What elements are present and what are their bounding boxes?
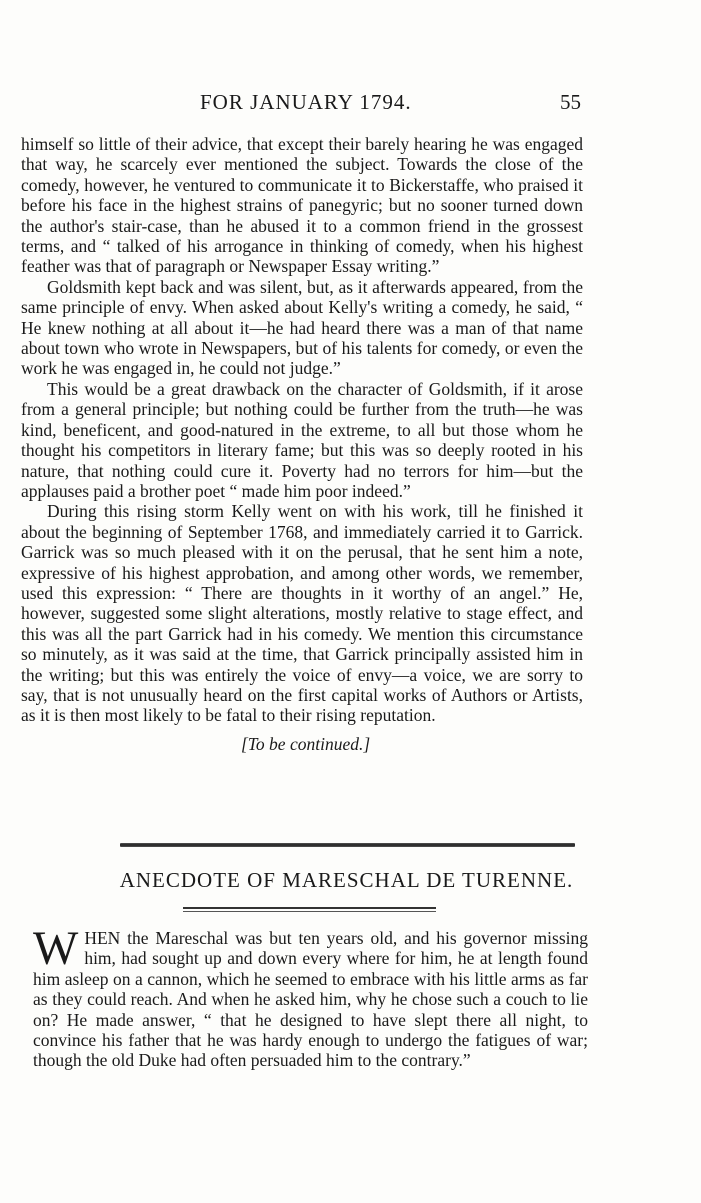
anecdote-body [33,922,588,1071]
section-divider-rule [120,843,575,847]
article-paragraph-3: This would be a great drawback on the character of Goldsmith, if it arose from a general principle; but nothing could be further from the truth—he was kind, beneficent, and good-natured in the extreme, to all but those whom he thought his competitors in literary fame; but this was so deeply rooted in his nature, that nothing could cure it. Poverty had no terrors for him—but the applauses paid a brother poet “ made him poor indeed.” [21,378,583,501]
anecdote-paragraph [33,922,588,1071]
page-header [0,90,701,120]
anecdote-text: HEN the Mareschal was but ten years old, and his governor missing him, had sought up and down every where for him, he at length found him asleep on a cannon, which he seemed to embrace with his little arms as far as they could reach. And when he asked him, why he chose such a couch to lie on? He made answer, “ that he designed to have slept there all night, to convince his father that he was hardy enough to undergo the fatigues of war; though the old Duke had often persuaded him to the contrary.” [33,928,588,1071]
anecdote-title [0,868,701,893]
page-number: 55 [560,90,581,114]
article-paragraph-1: himself so little of their advice, that except their barely hearing he was engaged that way, he scarcely ever mentioned the subject. Towards the close of the comedy, however, he ventured to communicate it to Bickerstaffe, who praised it before his face in the highest strains of panegyric; but no sooner turned down the author's stair-case, than he abused it to a common friend in the grossest terms, and “ talked of his arrogance in thinking of comedy, when his highest feather was that of paragraph or Newspaper Essay writing.” [21,134,583,277]
continued-note: [To be continued.] [241,733,371,754]
drop-cap-letter: W [33,922,79,975]
article-paragraph-4: During this rising storm Kelly went on with his work, till he finished it about the beginning of September 1768, and immediately carried it to Garrick. Garrick was so much pleased with it on the perusal, that he sent him a note, expressive of his highest approbation, and among other words, we remember, used this expression: “ There are thoughts in it worthy of an angel.” He, however, suggested some slight alterations, mostly relative to stage effect, and this was all the part Garrick had in his comedy. We mention this circumstance so minutely, as it was said at the time, that Garrick principally assisted him in the writing; but this was entirely the voice of envy—a voice, we are sorry to say, that is not unusually heard on the first capital works of Authors or Artists, as it is then most likely to be fatal to their rising reputation. [21,501,583,726]
article-paragraph-2: Goldsmith kept back and was silent, but, as it afterwards appeared, from the same principle of envy. When asked about Kelly's writing a comedy, he said, “ He knew nothing at all about it—he had heard there was a man of that name about town who wrote in Newspapers, but of his talents for comedy, or even the work he was engaged in, he could not judge.” [21,276,583,379]
anecdote-title-text: ANECDOTE OF MARESCHAL DE TURENNE. [119,868,574,892]
title-underline-rule [183,907,436,912]
article-continuation [21,134,583,755]
running-title: FOR JANUARY 1794. [200,90,412,114]
